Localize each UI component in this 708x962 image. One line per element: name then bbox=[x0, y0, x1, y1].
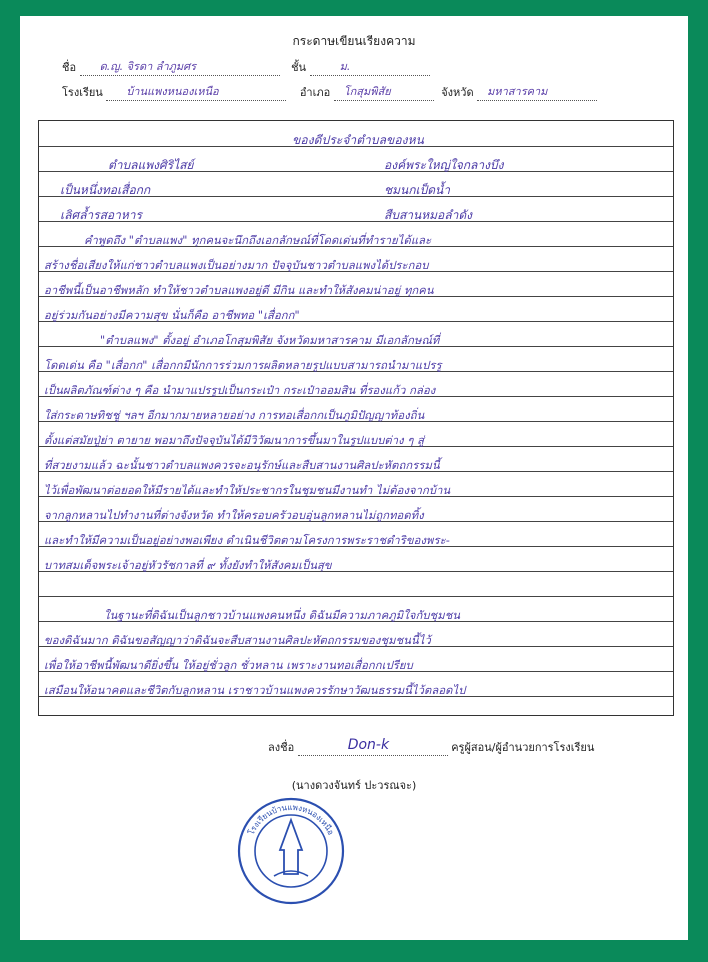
name-line bbox=[80, 60, 280, 76]
essay-line: อยู่ร่วมกันอย่างมีความสุข นั่นก็คือ อาชีพทอ "เสื่อกก" bbox=[44, 309, 300, 322]
verse-3-left: เลิศล้ำรสอาหาร bbox=[60, 208, 142, 222]
district-value: โกสุมพิสัย bbox=[343, 85, 391, 98]
essay-line: อาชีพนี้เป็นอาชีพหลัก ทำให้ชาวตำบลแพงอยู่ดี มีกิน และทำให้สังคมน่าอยู่ ทุกคน bbox=[44, 284, 434, 297]
essay-line: เสมือนให้อนาคตและชีวิตกับลูกหลาน เราชาวบ้านแพงควรรักษาวัฒนธรรมนี้ไว้ตลอดไป bbox=[44, 684, 466, 697]
header-row-name bbox=[62, 58, 430, 76]
province-line bbox=[477, 85, 597, 101]
class-line bbox=[310, 60, 430, 76]
essay-line: ใส่กระดาษทิชชู่ ฯลฯ อีกมากมายหลายอย่าง การทอเสื่อกกเป็นภูมิปัญญาท้องถิ่น bbox=[44, 409, 425, 422]
district-line bbox=[334, 85, 434, 101]
school-value: บ้านแพงหนองเหนือ bbox=[126, 85, 219, 98]
essay-line: ตั้งแต่สมัยปู่ย่า ตายาย พอมาถึงปัจจุบันได้มีวิวัฒนาการขึ้นมาในรูปแบบต่าง ๆ สู่ bbox=[44, 434, 425, 447]
verse-1-right: องค์พระใหญ่ใจกลางบึง bbox=[384, 158, 504, 172]
signature-line bbox=[298, 737, 448, 756]
essay-line: ไว้เพื่อพัฒนาต่อยอดให้มีรายได้และทำให้ประชากรในชุมชนมีงานทำ ไม่ต้องจากบ้าน bbox=[44, 484, 451, 497]
province-value: มหาสารคาม bbox=[487, 85, 548, 98]
verse-2-left: เป็นหนึ่งทอเสื่อกก bbox=[60, 183, 151, 197]
signer-name: (นางดวงจันทร์ ปะวรณจะ) bbox=[291, 779, 417, 792]
signature-row bbox=[268, 738, 594, 756]
seal-text: โรงเรียนบ้านแพงหนองเหนือ bbox=[246, 802, 336, 837]
verse-3-right: สืบสานหมอลำดัง bbox=[384, 208, 472, 222]
essay-line: เป็นผลิตภัณฑ์ต่าง ๆ คือ นำมาแปรรูปเป็นกระเป๋า กระเป๋าออมสิน ที่รองแก้ว กล่อง bbox=[44, 384, 436, 397]
essay-line: คำพูดถึง "ตำบลแพง" ทุกคนจะนึกถึงเอกลักษณ์ที่โดดเด่นที่ทำรายได้และ bbox=[84, 234, 432, 247]
province-label: จังหวัด bbox=[441, 86, 474, 99]
verse-2-right: ชมนกเป็ดน้ำ bbox=[384, 183, 450, 197]
essay-line: "ตำบลแพง" ตั้งอยู่ อำเภอโกสุมพิสัย จังหวัดมหาสารคาม มีเอกลักษณ์ที่ bbox=[100, 334, 440, 347]
sign-label: ลงชื่อ bbox=[268, 741, 295, 754]
page-title: กระดาษเขียนเรียงความ bbox=[292, 34, 416, 48]
essay-heading: ของดีประจำตำบลของหน bbox=[292, 133, 424, 147]
seal-emblem bbox=[280, 820, 302, 874]
signer-role: ครูผู้สอน/ผู้อำนวยการโรงเรียน bbox=[451, 741, 595, 754]
essay-line: เพื่อให้อาชีพนี้พัฒนาดียิ่งขึ้น ให้อยู่ชั่วลูก ชั่วหลาน เพราะงานทอเสื่อกกเปรียบ bbox=[44, 659, 413, 672]
essay-line: จากลูกหลานไปทำงานที่ต่างจังหวัด ทำให้ครอบครัวอบอุ่นลูกหลานไม่ถูกทอดทิ้ง bbox=[44, 509, 424, 522]
essay-line: ในฐานะที่ดิฉันเป็นลูกชาวบ้านแพงคนหนึ่ง ดิฉันมีความภาคภูมิใจกับชุมชน bbox=[104, 609, 461, 622]
class-value: ม. bbox=[339, 60, 351, 73]
essay-line: ของดิฉันมาก ดิฉันขอสัญญาว่าดิฉันจะสืบสานงานศิลปะหัตถกรรมของชุมชนนี้ไว้ bbox=[44, 634, 431, 647]
essay-line: โดดเด่น คือ "เสื่อกก" เสื่อกกมีนักการร่วมการผลิตหลายรูปแบบสามารถนำมาแปรรู bbox=[44, 359, 442, 372]
name-value: ด.ญ. จิรดา ลำภูมศร bbox=[99, 60, 197, 73]
district-label: อำเภอ bbox=[299, 86, 331, 99]
essay-line: และทำให้มีความเป็นอยู่อย่างพอเพียง ดำเนินชีวิตตามโครงการพระราชดำริของพระ- bbox=[44, 534, 450, 547]
verse-1-left: ตำบลแพงศิริไสย์ bbox=[108, 158, 194, 172]
essay-line: ที่สวยงามแล้ว ฉะนั้นชาวตำบลแพงควรจะอนุรักษ์และสืบสานงานศิลปะหัตถกรรมนี้ bbox=[44, 459, 440, 472]
name-label: ชื่อ bbox=[62, 61, 77, 74]
school-seal bbox=[236, 796, 346, 906]
class-label: ชั้น bbox=[291, 61, 307, 74]
essay-line: บาทสมเด็จพระเจ้าอยู่หัวรัชกาลที่ ๙ ทั้งยังทำให้สังคมเป็นสุข bbox=[44, 559, 332, 572]
seal-inner-ring bbox=[255, 815, 327, 887]
header-row-school bbox=[62, 83, 597, 101]
ruled-line bbox=[39, 596, 673, 597]
school-line bbox=[106, 85, 286, 101]
signature: Don-k bbox=[347, 737, 390, 753]
school-label: โรงเรียน bbox=[62, 86, 103, 99]
essay-line: สร้างชื่อเสียงให้แก่ชาวตำบลแพงเป็นอย่างมาก ปัจจุบันชาวตำบลแพงได้ประกอบ bbox=[44, 259, 429, 272]
